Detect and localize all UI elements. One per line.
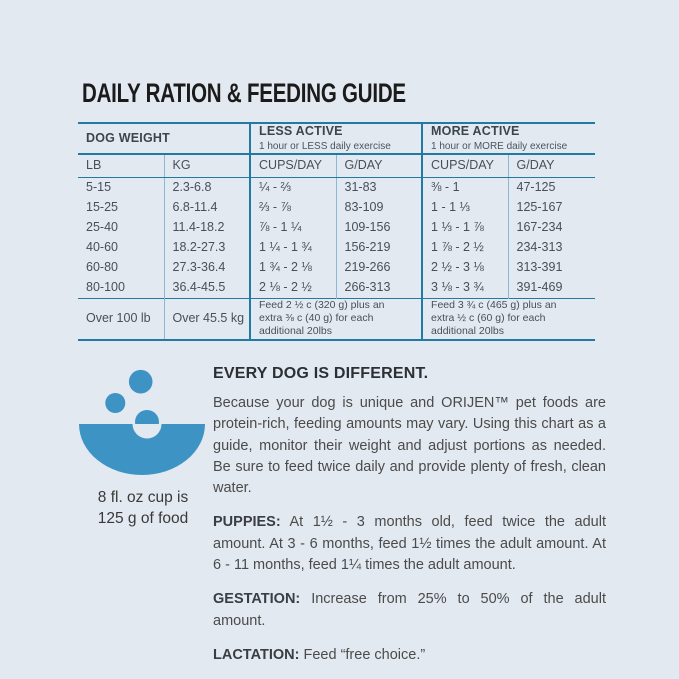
cell-lb: 15-25: [86, 200, 118, 215]
cell-lb: 5-15: [86, 180, 112, 195]
column-header-cups-more: CUPS/DAY: [422, 154, 508, 178]
cell-cups-less: 1 ¾ - 2 ⅛: [250, 258, 336, 278]
gestation-label: GESTATION:: [213, 591, 301, 608]
cell-cups-more: 3 ⅛ - 3 ¾: [422, 278, 508, 299]
table-row: [78, 238, 595, 258]
cell-gday-more: 391-469: [508, 278, 595, 299]
column-header-kg: KG: [164, 154, 250, 178]
column-header-gday-less: G/DAY: [336, 154, 422, 178]
cell-cups-more: 1 - 1 ⅓: [422, 198, 508, 218]
group-sublabel: 1 hour or MORE daily exercise: [431, 140, 568, 152]
cup-measure-caption: [68, 487, 218, 529]
lactation-paragraph: [213, 645, 606, 666]
cell-gday-less: 31-83: [336, 178, 422, 199]
cell-gday-more: 313-391: [508, 258, 595, 278]
bowl-with-kibble-icon: [75, 365, 210, 480]
info-heading: EVERY DOG IS DIFFERENT.: [213, 365, 429, 382]
col-group-more-active: [422, 123, 595, 154]
table-group-header-row: [78, 123, 595, 154]
cell-kg: 36.4-45.5: [164, 278, 250, 299]
cell-kg: 18.2-27.3: [164, 238, 250, 258]
cup-caption-line1: 8 fl. oz cup is: [97, 489, 189, 506]
cell-cups-less: ⅞ - 1 ¼: [250, 218, 336, 238]
gestation-text: Increase from 25% to 50% of the adult amount.: [213, 591, 606, 629]
cell-kg: 2.3-6.8: [164, 178, 250, 199]
column-header-cups-less: CUPS/DAY: [250, 154, 336, 178]
group-label: LESS ACTIVE: [259, 124, 343, 138]
table-row: [78, 258, 595, 278]
footer-less-active-note: Feed 2 ½ c (320 g) plus an extra ⅜ c (40 g) for each additional 20lbs: [250, 299, 422, 340]
cell-lb: 25-40: [86, 220, 118, 235]
table-row: [78, 178, 595, 199]
gestation-paragraph: [213, 589, 606, 632]
feeding-guide-table: [78, 122, 595, 341]
cell-gday-less: 156-219: [336, 238, 422, 258]
page-title: DAILY RATION & FEEDING GUIDE: [82, 78, 406, 108]
puppies-paragraph: [213, 512, 606, 576]
cell-cups-more: ⅜ - 1: [422, 178, 508, 199]
cell-cups-less: ¼ - ⅔: [250, 178, 336, 199]
column-header-lb: LB: [78, 154, 164, 178]
lactation-label: LACTATION:: [213, 646, 300, 663]
footer-over-lb: Over 100 lb: [78, 299, 164, 340]
info-intro-paragraph: Because your dog is unique and ORIJEN™ pet foods are protein-rich, feeding amounts may vary. Using this chart as a guide, monitor their weight and adjust portions as needed. Be sure to feed twice daily and provide plenty of fresh, clean water.: [213, 395, 606, 497]
cell-gday-more: 234-313: [508, 238, 595, 258]
cell-cups-less: 2 ⅛ - 2 ½: [250, 278, 336, 299]
table-footer-row: [78, 299, 595, 340]
group-label: MORE ACTIVE: [431, 124, 520, 138]
col-group-less-active: [250, 123, 422, 154]
cell-gday-less: 219-266: [336, 258, 422, 278]
cell-cups-less: ⅔ - ⅞: [250, 198, 336, 218]
cell-lb: 60-80: [86, 260, 118, 275]
cup-caption-line2: 125 g of food: [97, 510, 189, 527]
cell-gday-more: 47-125: [508, 178, 595, 199]
cell-cups-more: 1 ⅓ - 1 ⅞: [422, 218, 508, 238]
footer-more-active-note: Feed 3 ¾ c (465 g) plus an extra ½ c (60 g) for each additional 20lbs: [422, 299, 595, 340]
cell-kg: 11.4-18.2: [164, 218, 250, 238]
cell-gday-less: 83-109: [336, 198, 422, 218]
cell-cups-less: 1 ¼ - 1 ¾: [250, 238, 336, 258]
cell-gday-less: 266-313: [336, 278, 422, 299]
cell-gday-more: 125-167: [508, 198, 595, 218]
group-label: DOG WEIGHT: [86, 130, 170, 145]
cell-kg: 27.3-36.4: [164, 258, 250, 278]
cell-lb: 80-100: [86, 280, 125, 295]
table-row: [78, 278, 595, 299]
table-row: [78, 198, 595, 218]
cell-lb: 40-60: [86, 240, 118, 255]
cell-gday-less: 109-156: [336, 218, 422, 238]
table-column-header-row: [78, 154, 595, 178]
cell-cups-more: 1 ⅞ - 2 ½: [422, 238, 508, 258]
cell-cups-more: 2 ½ - 3 ⅛: [422, 258, 508, 278]
puppies-text: At 1½ - 3 months old, feed twice the adult amount. At 3 - 6 months, feed 1½ times the adult amount. At 6 - 11 months, feed 1¼ times the adult amount.: [213, 514, 606, 574]
puppies-label: PUPPIES:: [213, 514, 281, 531]
table-row: [78, 218, 595, 238]
cell-kg: 6.8-11.4: [164, 198, 250, 218]
feeding-info-column: [213, 365, 606, 666]
column-header-gday-more: G/DAY: [508, 154, 595, 178]
lactation-text: Feed “free choice.”: [303, 646, 426, 663]
footer-over-kg: Over 45.5 kg: [164, 299, 250, 340]
group-sublabel: 1 hour or LESS daily exercise: [259, 140, 391, 152]
cell-gday-more: 167-234: [508, 218, 595, 238]
col-group-dog-weight: [78, 123, 250, 154]
